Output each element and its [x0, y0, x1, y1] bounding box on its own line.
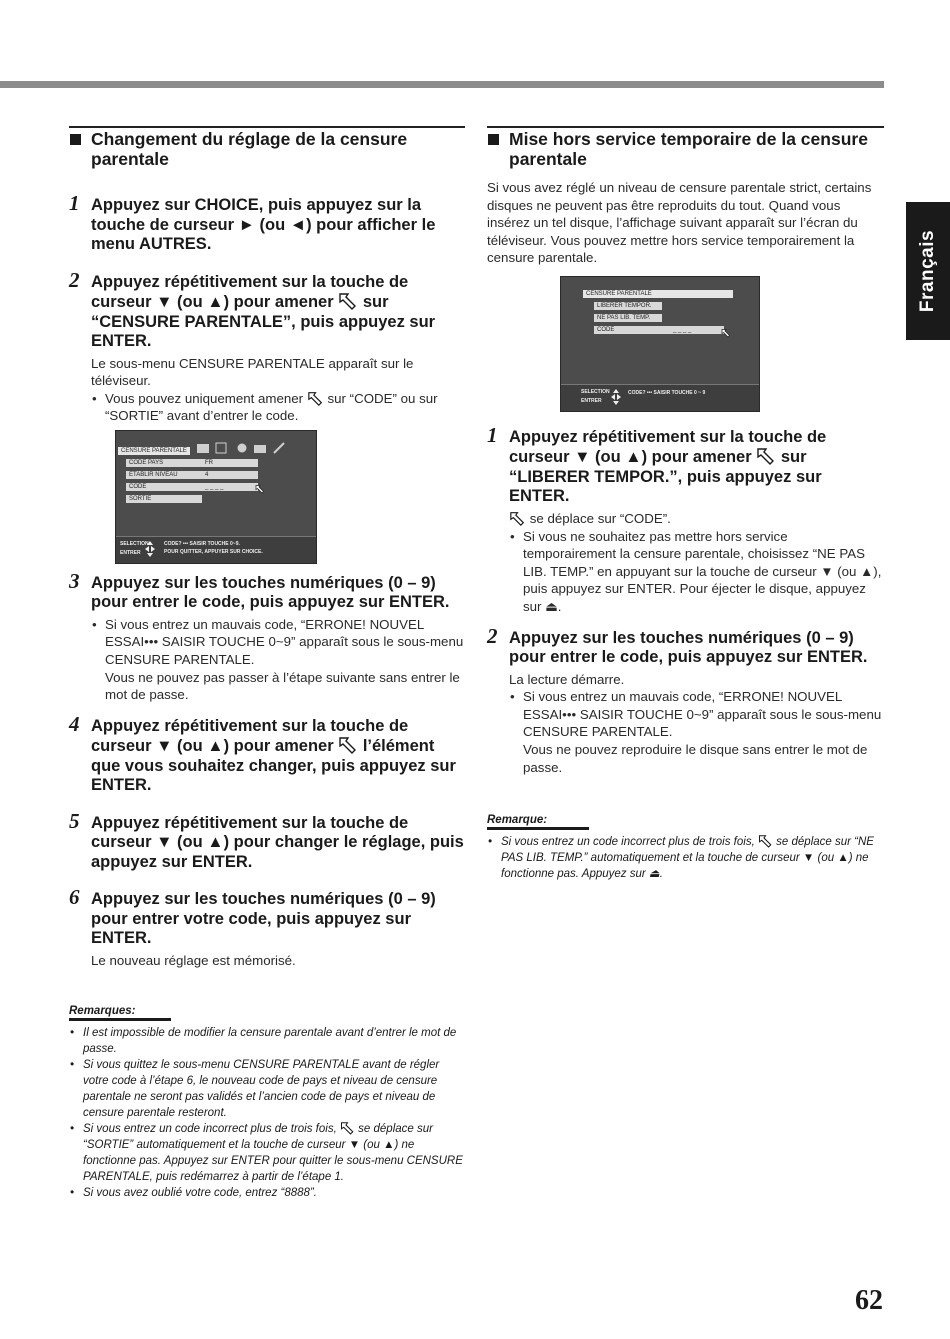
bullet-text-cont: Vous ne pouvez reproduire le disque sans entrer le mot de passe. — [523, 741, 868, 775]
screen-footer — [116, 536, 316, 563]
step-4 — [69, 711, 465, 796]
menu-row-code-pays: CODE PAYS — [126, 459, 202, 467]
step-3-body — [69, 616, 465, 704]
bullet — [509, 688, 884, 776]
notes-block — [69, 1001, 465, 1201]
menu-value: _ _ _ _ — [202, 483, 258, 491]
step-text: Appuyez sur CHOICE, puis appuyez sur la touche de curseur ► (ou ◄) pour afficher le menu AUTRES. — [91, 196, 436, 253]
section-heading-right — [487, 126, 884, 169]
right-column — [487, 126, 884, 882]
step-text: Appuyez répétitivement sur la touche de curseur ▼ (ou ▲) pour amener — [91, 716, 409, 756]
step-number: 5 — [69, 808, 80, 833]
bullet — [91, 616, 465, 704]
menu-row-code: CODE — [126, 483, 202, 491]
note-item: • Si vous quittez le sous-menu CENSURE PARENTALE avant de régler votre code à l’étape 6, le nouveau code de pays et niveau de censure parentale ne seront pas validés et l’ancien code de pays et niveau de censure parentale resteront. — [69, 1057, 465, 1121]
step-text: Appuyez sur les touches numériques (0 – 9) pour entrer votre code, puis appuyez sur ENTER. — [91, 890, 436, 948]
screen-footer — [561, 384, 759, 411]
cursor-keys-icon — [144, 540, 156, 558]
heading-text: Changement du réglage de la censure parentale — [91, 129, 408, 169]
menu-title: CENSURE PARENTALE — [118, 447, 190, 455]
bullet-text: Vous pouvez uniquement amener — [105, 390, 304, 406]
step-6-body — [69, 952, 465, 970]
left-column — [69, 126, 465, 1201]
menu-row-ne-pas: NE PAS LIB. TEMP. — [594, 314, 662, 322]
note-text-cont: se déplace sur “NE PAS LIB. TEMP.” automatiquement et la touche de curseur ▼ (ou ▲) ne fonctionne pas. Appuyez sur ⏏. — [501, 836, 874, 881]
note-text: Si vous entrez un code incorrect plus de trois fois, — [501, 836, 755, 849]
pointer-hand-icon — [756, 447, 776, 465]
language-tab-label: Français — [917, 229, 938, 313]
step-text-cont: l’élément que vous souhaitez changer, puis appuyez sur ENTER. — [91, 737, 456, 795]
step-1 — [487, 422, 884, 507]
step-text: Appuyez répétitivement sur la touche de curseur ▼ (ou ▲) pour changer le réglage, puis appuyez sur ENTER. — [91, 813, 464, 871]
body-text: se déplace sur “CODE”. — [529, 510, 671, 526]
note-text-cont: se déplace sur “SORTIE” automatiquement et la touche de curseur ▼ (ou ▲) ne fonctionne pas. Appuyez sur ENTER pour quitter le sous-menu CENSURE PARENTALE, puis redémarrez à partir de l’étape 1. — [83, 1123, 463, 1184]
section-heading-left — [69, 126, 465, 169]
note-label: Remarque: — [487, 814, 589, 830]
step-5 — [69, 808, 465, 873]
pointer-hand-icon — [338, 736, 358, 754]
step-2-body — [69, 355, 465, 425]
note-text: Si vous entrez un code incorrect plus de trois fois, — [83, 1123, 337, 1136]
menu-title: CENSURE PARENTALE — [583, 290, 733, 298]
page-number: 62 — [855, 1285, 883, 1316]
bullet-text: • Si vous entrez un mauvais code, “ERRONE! NOUVEL ESSAI••• SAISIR TOUCHE 0~9” apparaît sous le sous-menu CENSURE PARENTALE. — [105, 616, 464, 668]
pointer-hand-icon — [721, 328, 731, 338]
bullet-text-cont: sur “CODE” ou sur “SORTIE” avant d’entrer le code. — [105, 390, 438, 424]
selection-label: SELECTION — [120, 540, 149, 547]
step-text: Appuyez sur les touches numériques (0 – 9) pour entrer le code, puis appuyez sur ENTER. — [509, 628, 868, 667]
note-item: • Si vous avez oublié votre code, entrez “8888”. — [69, 1185, 465, 1201]
menu-row-liberer: LIBERER TEMPOR. — [594, 302, 662, 310]
body-line — [509, 510, 884, 528]
cursor-keys-icon — [610, 388, 622, 406]
step-2-body — [487, 671, 884, 777]
note-item — [487, 834, 884, 882]
language-tab — [906, 202, 950, 340]
pointer-hand-icon — [255, 484, 265, 494]
tv-screen-parental-menu — [115, 430, 317, 564]
menu-value: FR — [202, 459, 258, 467]
step-number: 6 — [69, 885, 80, 910]
entrer-label: ENTRER — [120, 549, 141, 556]
step-1 — [69, 191, 465, 255]
tv-screen-temp-release — [560, 276, 760, 412]
step-text: Appuyez sur les touches numériques (0 – 9) pour entrer le code, puis appuyez sur ENTER. — [91, 573, 450, 612]
step-1-body — [487, 510, 884, 616]
step-number: 4 — [69, 711, 80, 736]
body-text: Le nouveau réglage est mémorisé. — [91, 952, 296, 968]
square-bullet-icon — [70, 134, 81, 145]
pointer-hand-icon — [509, 511, 526, 526]
screen-hint: CODE? ••• SAISIR TOUCHE 0 ~ 9 — [628, 389, 706, 396]
notes-list — [69, 1025, 465, 1201]
step-number: 2 — [69, 267, 80, 292]
step-number: 3 — [69, 568, 80, 593]
step-2 — [487, 623, 884, 668]
step-text: Appuyez répétitivement sur la touche de curseur ▼ (ou ▲) pour amener — [509, 427, 827, 467]
menu-row-sortie: SORTIE — [126, 495, 202, 503]
step-text: Appuyez répétitivement sur la touche de curseur ▼ (ou ▲) pour amener — [91, 272, 409, 311]
step-text-cont: sur “LIBERER TEMPOR.”, puis appuyez sur ENTER. — [509, 448, 822, 506]
bullet: • Si vous ne souhaitez pas mettre hors service temporairement la censure parentale, choisissez “NE PAS LIB. TEMP.” en appuyant sur la touche de curseur ▼ (ou ▲), puis appuyez sur ENTER. Pour éjecter le disque, appuyez sur ⏏. — [509, 528, 884, 616]
step-number: 1 — [69, 191, 80, 215]
step-3 — [69, 568, 465, 613]
pointer-hand-icon — [307, 391, 324, 406]
top-rule — [0, 81, 884, 88]
note-list — [487, 834, 884, 882]
entrer-label: ENTRER — [581, 397, 602, 404]
square-bullet-icon — [488, 134, 499, 145]
pointer-hand-icon — [758, 834, 773, 848]
step-6 — [69, 885, 465, 949]
note-item: • Il est impossible de modifier la censure parentale avant d’entrer le mot de passe. — [69, 1025, 465, 1057]
menu-row-niveau: ETABLIR NIVEAU — [126, 471, 202, 479]
bullet — [91, 390, 465, 425]
body-text: La lecture démarre. — [509, 671, 625, 687]
heading-text: Mise hors service temporaire de la censure parentale — [509, 129, 868, 169]
pointer-hand-icon — [340, 1121, 355, 1135]
screen-hint: POUR QUITTER, APPUYER SUR CHOICE. — [164, 548, 263, 555]
selection-label: SELECTION — [581, 388, 610, 395]
note-item — [69, 1121, 465, 1185]
intro-paragraph: Si vous avez réglé un niveau de censure parentale strict, certains disques ne peuvent pas être reproduits du tout. Quand vous insérez un tel disque, l’affichage suivant apparaît sur l’écran du téléviseur. Vous pouvez mettre hors service temporairement la censure parentale. — [487, 180, 872, 266]
step-number: 2 — [487, 623, 498, 648]
notes-label: Remarques: — [69, 1005, 171, 1021]
menu-icons — [196, 441, 288, 455]
menu-value: 4 — [202, 471, 258, 479]
bullet-text-cont: Vous ne pouvez pas passer à l’étape suivante sans entrer le mot de passe. — [105, 669, 460, 703]
menu-value: _ _ _ _ — [670, 326, 724, 334]
bullet-text: • Si vous entrez un mauvais code, “ERRONE! NOUVEL ESSAI••• SAISIR TOUCHE 0~9” apparaît sous le sous-menu CENSURE PARENTALE. — [523, 689, 882, 740]
screen-hint: CODE? ••• SAISIR TOUCHE 0~9. — [164, 540, 240, 547]
pointer-hand-icon — [338, 292, 358, 310]
step-number: 1 — [487, 422, 498, 447]
note-block — [487, 810, 884, 882]
menu-row-code: CODE — [594, 326, 670, 334]
body-text: Le sous-menu CENSURE PARENTALE apparaît sur le téléviseur. — [91, 355, 414, 389]
step-text-cont: sur “CENSURE PARENTALE”, puis appuyez sur ENTER. — [91, 293, 436, 350]
step-2 — [69, 267, 465, 352]
